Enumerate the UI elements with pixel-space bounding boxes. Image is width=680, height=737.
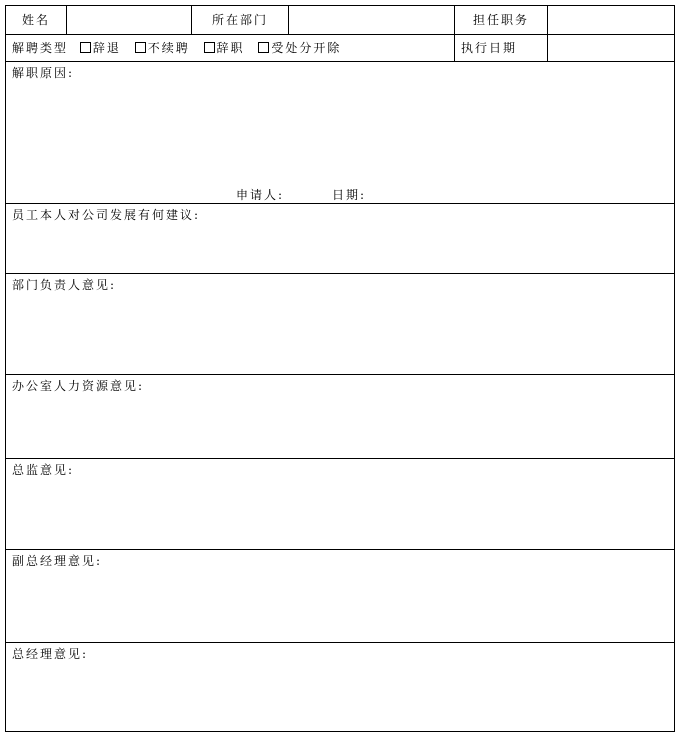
position-label-cell xyxy=(455,6,548,34)
director-label: 总监意见: xyxy=(12,463,75,477)
hr-office-label: 办公室人力资源意见: xyxy=(12,379,145,393)
applicant-label: 申请人: xyxy=(236,188,285,202)
suggestion-section[interactable] xyxy=(6,204,674,274)
option-resign[interactable]: 辞职 xyxy=(204,41,245,55)
dept-value-cell[interactable] xyxy=(289,6,455,34)
reason-section[interactable] xyxy=(6,62,674,204)
dismissal-type-line xyxy=(12,41,349,55)
header-row xyxy=(6,6,674,35)
gm-section[interactable] xyxy=(6,643,674,731)
position-value-cell[interactable] xyxy=(548,6,674,34)
name-label: 姓名 xyxy=(21,13,50,27)
option-dismiss[interactable]: 辞退 xyxy=(80,41,121,55)
dismissal-type-row xyxy=(6,35,674,62)
dept-label: 所在部门 xyxy=(211,13,268,27)
option-expelled[interactable]: 受处分开除 xyxy=(258,41,341,55)
director-section[interactable] xyxy=(6,459,674,550)
hr-office-section[interactable] xyxy=(6,375,674,459)
position-label: 担任职务 xyxy=(472,13,529,27)
name-label-cell xyxy=(6,6,67,34)
reason-date-label: 日期: xyxy=(332,188,367,202)
exec-date-label: 执行日期 xyxy=(461,41,518,55)
dismissal-form xyxy=(5,5,675,732)
exec-date-value-cell[interactable] xyxy=(548,35,674,61)
checkbox-icon[interactable] xyxy=(135,42,146,53)
dept-head-label: 部门负责人意见: xyxy=(12,278,117,292)
checkbox-icon[interactable] xyxy=(204,42,215,53)
gm-label: 总经理意见: xyxy=(12,647,89,661)
reason-label: 解职原因: xyxy=(12,66,75,80)
checkbox-icon[interactable] xyxy=(258,42,269,53)
dismissal-type-cell xyxy=(6,35,455,61)
checkbox-icon[interactable] xyxy=(80,42,91,53)
suggestion-label: 员工本人对公司发展有何建议: xyxy=(12,208,201,222)
dismissal-type-label: 解聘类型 xyxy=(12,41,69,55)
name-value-cell[interactable] xyxy=(67,6,192,34)
dept-head-section[interactable] xyxy=(6,274,674,375)
deputy-gm-label: 副总经理意见: xyxy=(12,554,103,568)
exec-date-label-cell xyxy=(455,35,548,61)
deputy-gm-section[interactable] xyxy=(6,550,674,643)
dept-label-cell xyxy=(192,6,289,34)
option-no-renew[interactable]: 不续聘 xyxy=(135,41,190,55)
